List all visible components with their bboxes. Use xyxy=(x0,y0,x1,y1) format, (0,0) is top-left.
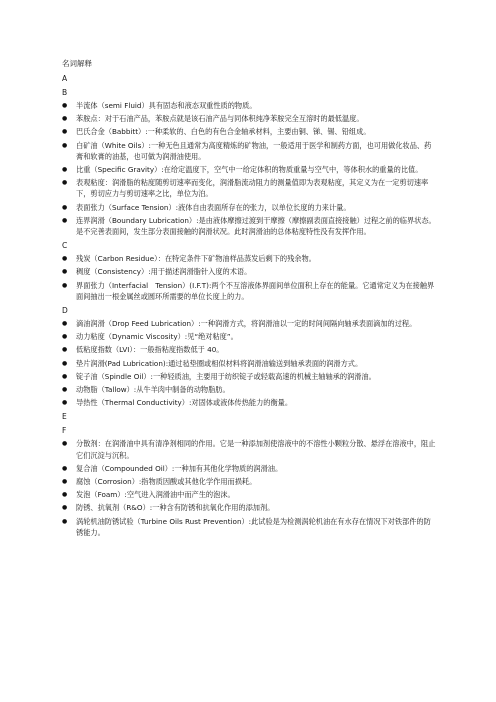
glossary-entry: ● 稠度（Consistency）:用于描述润滑脂针入度的术语。 xyxy=(62,266,436,277)
glossary-list xyxy=(62,100,436,237)
glossary-entry: ● 腐蚀（Corrosion）:指物质因酸或其他化学作用而损耗。 xyxy=(62,476,436,487)
glossary-list xyxy=(62,318,436,408)
glossary-entry: ● 表面张力（Surface Tension）:液体自由表面所存在的张力，以单位长度的力来计量。 xyxy=(62,202,436,213)
glossary-entry: ● 分散剂：在润滑油中具有清净剂相同的作用。它是一种添加剂使溶液中的不溶性小颗粒分散、悬浮在溶液中，阻止它们沉淀与沉积。 xyxy=(62,438,436,460)
glossary-entry: ● 复合油（Compounded Oil）:一种加有其他化学物质的润滑油。 xyxy=(62,463,436,474)
glossary-entry: ● 发泡（Foam）:空气进入润滑油中而产生的泡沫。 xyxy=(62,489,436,500)
glossary-entry: ● 导热性（Thermal Conductivity）:对固体或液体传热能力的衡量。 xyxy=(62,397,436,408)
glossary-entry: ● 低粘度指数（LVI）：一般指粘度指数低于 40。 xyxy=(62,344,436,355)
section-letter: E xyxy=(62,412,67,422)
section-letter: A xyxy=(62,74,68,83)
glossary-entry: ● 涡轮机油防锈试验（Turbine Oils Rust Prevention）:此试验是为检测涡轮机油在有水存在情况下对铁部件的防锈能力。 xyxy=(62,516,436,538)
section-letter: B xyxy=(62,88,68,97)
glossary-entry: ● 动物脂（Tallow）:从牛羊肉中制备的动物脂肪。 xyxy=(62,384,436,395)
section-letter: C xyxy=(62,241,68,251)
glossary-entry: ● 界面张力（Interfacial Tension）(I.F.T):两个不互溶液体界面间单位面积上存在的能量。它通常定义为在接触界面间抽出一根金属丝或圆环所需要的单位长度上的力。 xyxy=(62,280,436,302)
glossary-list xyxy=(62,253,436,302)
glossary-entry: ● 比重（Specific Gravity）:在给定温度下，空气中一给定体积的物质重量与空气中，等体积水的重量的比值。 xyxy=(62,164,436,175)
section-letter: D xyxy=(62,306,68,316)
glossary-entry: ● 残炭（Carbon Residue）：在特定条件下矿物油样品蒸发后剩下的残余物。 xyxy=(62,253,436,264)
glossary-entry: ● 巴氏合金（Babbitt）:一种柔软的、白色的有色合金轴承材料，主要由铜、锑、锡、铅组成。 xyxy=(62,126,436,137)
document-title: 名词解释 xyxy=(62,59,92,68)
glossary-entry: ● 半流体（semi Fluid）具有固态和液态双重性质的物质。 xyxy=(62,100,436,111)
glossary-entry: ● 动力粘度（Dynamic Viscosity）:见“绝对粘度”。 xyxy=(62,331,436,342)
glossary-list xyxy=(62,438,436,538)
glossary-entry: ● 滴油润滑（Drop Feed Lubrication）:一种润滑方式，将润滑油以一定的时间间隔向轴承表面滴加的过程。 xyxy=(62,318,436,329)
glossary-entry: ● 表观粘度：润滑脂的粘度随剪切速率而变化，润滑脂流动阻力的测量值即为表观粘度，其定义为在一定剪切速率下，剪切应力与剪切速率之比，单位为泊。 xyxy=(62,177,436,199)
glossary-entry: ● 防锈、抗氧剂（R&O）:一种含有防锈和抗氧化作用的添加剂。 xyxy=(62,502,436,513)
glossary-entry: ● 连界润滑（Boundary Lubrication）:是由液体摩擦过渡到干摩擦（摩擦副表面直接接触）过程之前的临界状态。是不完善表面间，发生部分表面接触的润滑状况。此时润滑油的总体粘度特性没有发挥作用。 xyxy=(62,215,436,237)
glossary-entry: ● 垫片润滑(Pad Lubrication):通过毡垫圈或相似材料将润滑油输送到轴承表面的润滑方式。 xyxy=(62,358,436,369)
glossary-entry: ● 锭子油（Spindle Oil）:一种轻质油，主要用于纺织锭子或轻载高速的机械主轴轴承的润滑油。 xyxy=(62,371,436,382)
section-letter: F xyxy=(62,426,67,436)
glossary-entry: ● 苯胺点：对于石油产品，苯胺点就是该石油产品与同体积纯净苯胺完全互溶时的最低温度。 xyxy=(62,113,436,124)
glossary-entry: ● 白矿油（White Oils）:一种无色且通常为高度精炼的矿物油，一般适用于医学和制药方面，也可用做化妆品、药膏和软膏的油基，也可做为润滑油使用。 xyxy=(62,140,436,162)
glossary-sections xyxy=(62,73,436,538)
document-body xyxy=(62,58,436,540)
